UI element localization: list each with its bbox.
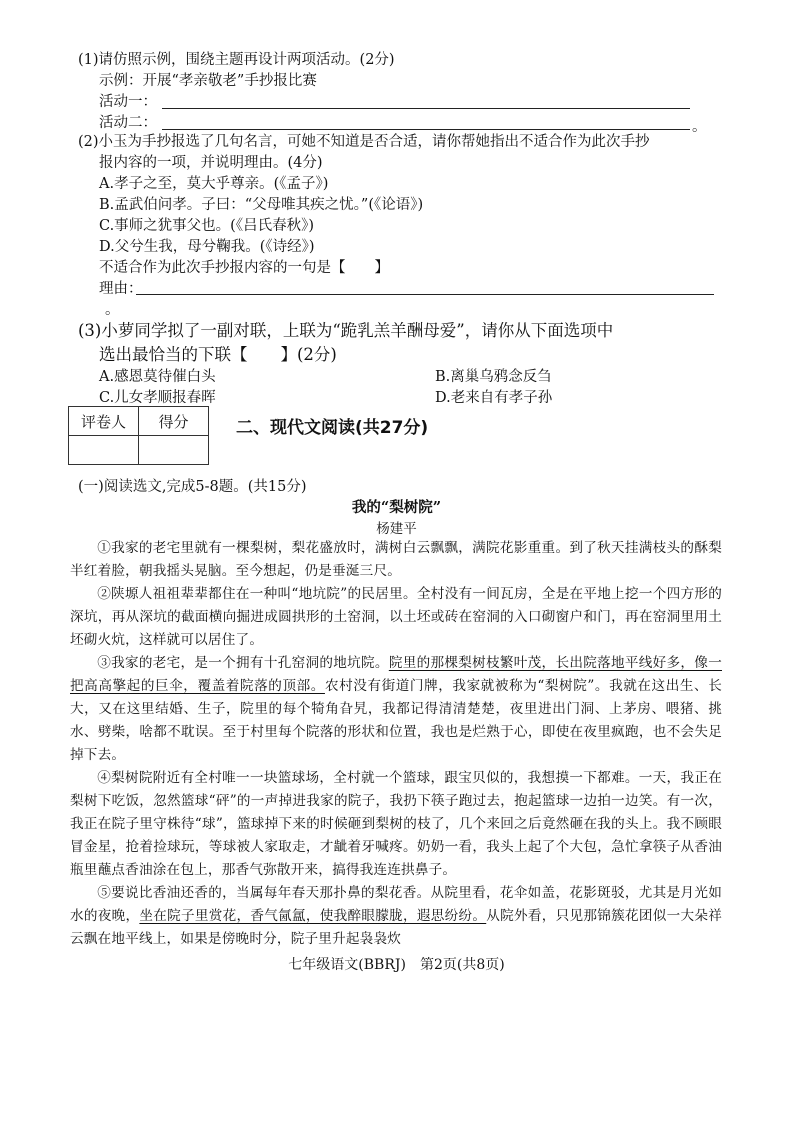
q2-answer-line: 不适合作为此次手抄报内容的一句是【 】	[99, 260, 389, 276]
grader-cell[interactable]	[69, 436, 139, 465]
q2-reason-label: 理由：	[99, 281, 143, 297]
q1-activity1-label: 活动一：	[99, 94, 157, 110]
q2-option-d: D.父兮生我，母兮鞠我。(《诗经》)	[99, 239, 315, 255]
q2-option-c: C.事师之犹事父也。(《吕氏春秋》)	[99, 218, 314, 234]
q3-option-d: D.老来自有孝子孙	[435, 390, 553, 406]
q2-option-b: B.孟武伯问孝。子曰：“父母唯其疾之忧。”(《论语》)	[99, 197, 424, 213]
grader-table	[68, 406, 209, 465]
q1-stem: (1)请仿照示例，围绕主题再设计两项活动。(2分)	[78, 52, 395, 68]
q1-activity2-answer-line[interactable]	[162, 129, 690, 130]
paragraph-3-underlined: 院里的那棵梨树枝繁叶茂，长出院落地平线好多，像一把高高擎起的巨伞，覆盖着院落的顶部。	[70, 655, 722, 694]
q3-option-b: B.离巢乌鸦念反刍	[435, 369, 552, 385]
paragraph-1: ①我家的老宅里就有一棵梨树，梨花盛放时，满树白云飘飘，满院花影重重。到了秋天挂满枝头的酥梨半红着脸，朝我摇头晃脑。至今想起，仍是垂涎三尺。	[70, 540, 722, 579]
paragraph-3-text-b: 农村没有街道门牌，我家就被称为“梨树院”。我就在这出生、长大，又在这里结婚、生子，院里的每个犄角旮旯，我都记得清清楚楚，夜里进出门洞、上茅房、喂猪、挑水、劈柴，啥都不耽误。至于村里每个院落的形状和位置，我也是烂熟于心，即使在夜里疯跑，也不会失足掉下去。	[70, 678, 722, 763]
q2-stem-line2: 报内容的一项，并说明理由。(4分)	[99, 155, 323, 171]
q3-stem-line1: (3)小萝同学拟了一副对联，上联为“跪乳羔羊酬母爱”，请你从下面选项中	[78, 321, 614, 340]
paragraph-5-text-b: 从院外看，只见那锦簇花团似一大朵祥云飘在地平线上，如果是傍晚时分，院子里升起袅袅炊	[70, 908, 723, 947]
page-footer: 七年级语文(BBRJ) 第2页(共8页)	[288, 957, 505, 973]
q3-option-c: C.儿女孝顺报春晖	[99, 390, 216, 406]
q2-stem-line1: (2)小玉为手抄报选了几句名言，可她不知道是否合适，请你帮她指出不适合作为此次手抄	[78, 134, 650, 150]
paragraph-3-text-a: ③我家的老宅，是一个拥有十孔窑洞的地坑院。	[97, 655, 389, 671]
q1-activity2-label: 活动二：	[99, 115, 157, 131]
q2-end-mark: 。	[105, 302, 120, 318]
q2-reason-answer-line[interactable]	[136, 294, 714, 295]
q3-stem-line2: 选出最恰当的下联【 】(2分)	[99, 345, 337, 364]
q1-activity1-answer-line[interactable]	[162, 108, 690, 109]
sub-section-heading: (一)阅读选文,完成5-8题。(共15分)	[78, 479, 307, 495]
grader-label: 评卷人	[69, 407, 139, 436]
paragraph-4: ④梨树院附近有全村唯一一块篮球场，全村就一个篮球，跟宝贝似的，我想摸一下都难。一天，我正在梨树下吃饭，忽然篮球“砰”的一声掉进我家的院子，我扔下筷子跑过去，抱起篮球一边拍一边笑。有一次，我正在院子里守株待“球”，篮球掉下来的时候砸到梨树的枝了，几个来回之后竟然砸在我的头上。我不顾眼冒金星，抢着捡球玩，等球被人家取走，才龇着牙喊疼。奶奶一看，我头上起了个大包，急忙拿筷子从香油瓶里蘸点香油涂在包上，那香气弥散开来，搞得我连连拱鼻子。	[70, 770, 722, 878]
paragraph-2: ②陕塬人祖祖辈辈都住在一种叫“地坑院”的民居里。全村没有一间瓦房，全是在平地上挖一个四方形的深坑，再从深坑的截面横向掘进成圆拱形的土窑洞，以土坯或砖在窑洞的入口砌窗户和门，再在窑洞里用土坯砌火炕，这样就可以居住了。	[70, 586, 722, 648]
article-author: 杨建平	[376, 521, 417, 537]
q2-option-a: A.孝子之至，莫大乎尊亲。(《孟子》)	[99, 176, 329, 192]
q3-option-a: A.感恩莫待催白头	[99, 369, 216, 385]
q1-end-mark: 。	[692, 119, 707, 135]
paragraph-5-underlined: 坐在院子里赏花，香气氤氲，使我醉眼朦胧，遐思纷纷。	[139, 908, 487, 924]
q1-example: 示例：开展“孝亲敬老”手抄报比赛	[99, 73, 317, 89]
paragraph-5-text-a: ⑤要说比香油还香的，当属每年春天那扑鼻的梨花香。从院里看，花伞如盖，花影斑驳，尤其是月光如水的夜晚，	[70, 885, 722, 924]
score-label: 得分	[139, 407, 209, 436]
article-title: 我的“梨树院”	[351, 499, 442, 516]
article-body	[70, 537, 722, 951]
paragraph-3	[70, 652, 722, 767]
paragraph-5	[70, 882, 722, 951]
section-title: 二、现代文阅读(共27分)	[236, 418, 429, 438]
score-cell[interactable]	[139, 436, 209, 465]
